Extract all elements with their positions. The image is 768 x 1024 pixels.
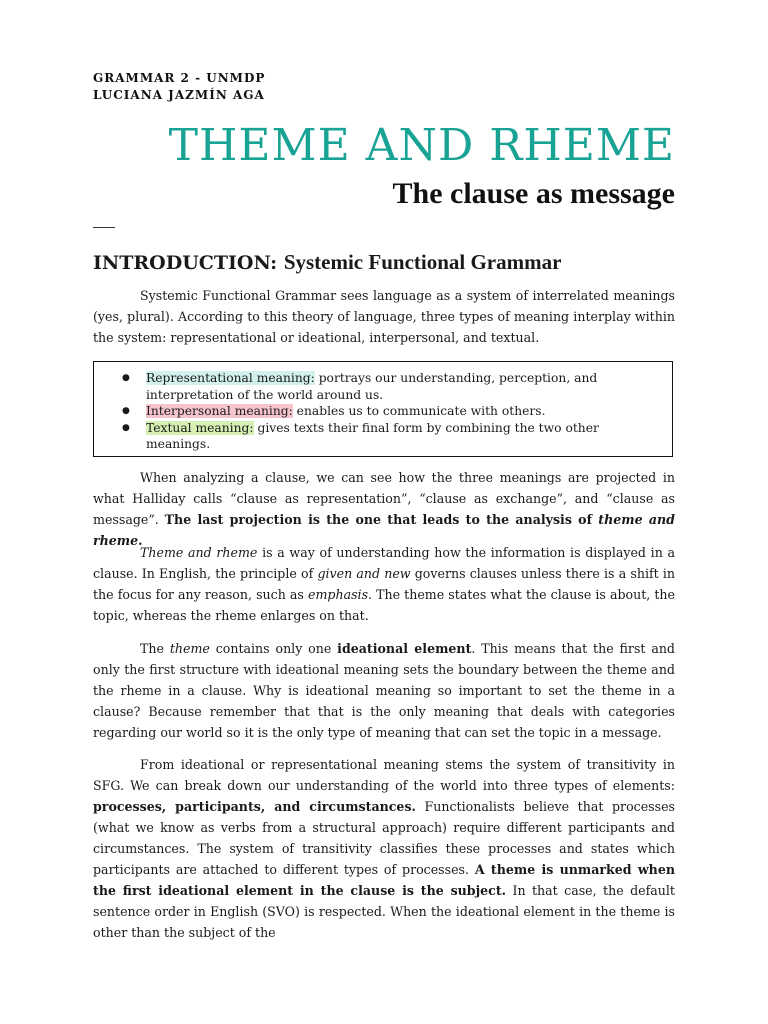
text: In that case, the default sentence order in English (SVO) is respected. When the ideational element in the theme is other than the subject of the [93,883,675,940]
text: When analyzing a clause, we can see how the three meanings are projected in what Halliday calls “clause as representation”, “clause as exchange”, and “clause as message”. [93,470,675,527]
meanings-list [122,370,602,453]
author-name: LUCIANA JAZMÍN AGA [93,88,265,102]
bold-text: ideational element [337,641,472,656]
term-description: enables us to communicate with others. [292,404,546,418]
highlight-term: Interpersonal meaning: [146,404,293,418]
text: Functionalists believe that processes (what we know as verbs from a structural approach) require different participants and circumstances. The system of transitivity classifies these processes and states which participants are attached to different types of processes. [93,799,676,877]
italic-text: theme [169,641,210,656]
document-subtitle: The clause as message [392,177,675,210]
paragraph-projection [93,467,675,551]
paragraph-theme-rheme [93,542,675,626]
text: . [138,533,143,548]
document-header [93,70,265,104]
list-item [122,420,602,453]
italic-text: theme and rheme [93,512,675,548]
text: From ideational or representational meaning stems the system of transitivity in SFG. We can break down our understanding of the world into three types of elements: [93,757,675,793]
paragraph-transitivity [93,754,675,943]
paragraph-ideational-element [93,638,675,743]
highlight-term: Textual meaning: [146,420,254,435]
course-name: GRAMMAR 2 - UNMDP [93,71,266,85]
section-heading-label: INTRODUCTION: [93,252,278,274]
intro-paragraph: Systemic Functional Grammar sees language as a system of interrelated meanings (yes, plural). According to this theory of language, three types of meaning interplay within the system: representational or ideational, interpersonal, and textual. [93,288,675,345]
text: is a way of understanding how the information is displayed in a clause. In English, the principle of [93,545,676,581]
section-heading [93,250,561,275]
text: contains only one [209,641,338,656]
italic-text: Theme and rheme [140,545,258,560]
meanings-box [93,361,673,457]
term-description: gives texts their final form by combining the two other meanings. [146,420,599,451]
italic-text: given and new [317,566,411,581]
list-item [122,370,602,403]
divider [93,227,115,228]
bold-text: processes, participants, and circumstances. [93,799,416,814]
text: The [140,641,170,656]
italic-text: emphasis [308,587,369,602]
text: . The theme states what the clause is about, the topic, whereas the rheme enlarges on that. [93,587,675,623]
text: The last projection is the one that leads to the analysis of [164,512,599,527]
text: governs clauses unless there is a shift in the focus for any reason, such as [93,566,675,602]
section-heading-topic: Systemic Functional Grammar [283,250,562,274]
list-item [122,403,602,420]
text: . This means that the first and only the first structure with ideational meaning sets the boundary between the theme and the rheme in a clause. Why is ideational meaning so important to set the theme in a clause? Because remember that that is the only meaning that deals with categories regarding our world so it is the only type of meaning that can set the topic in a message. [93,641,675,740]
highlight-term: Representational meaning: [146,371,315,385]
bold-text: A theme is unmarked when the first ideational element in the clause is the subject. [93,862,675,898]
term-description: portrays our understanding, perception, and interpretation of the world around us. [146,371,598,402]
document-title: THEME AND RHEME [168,120,675,171]
